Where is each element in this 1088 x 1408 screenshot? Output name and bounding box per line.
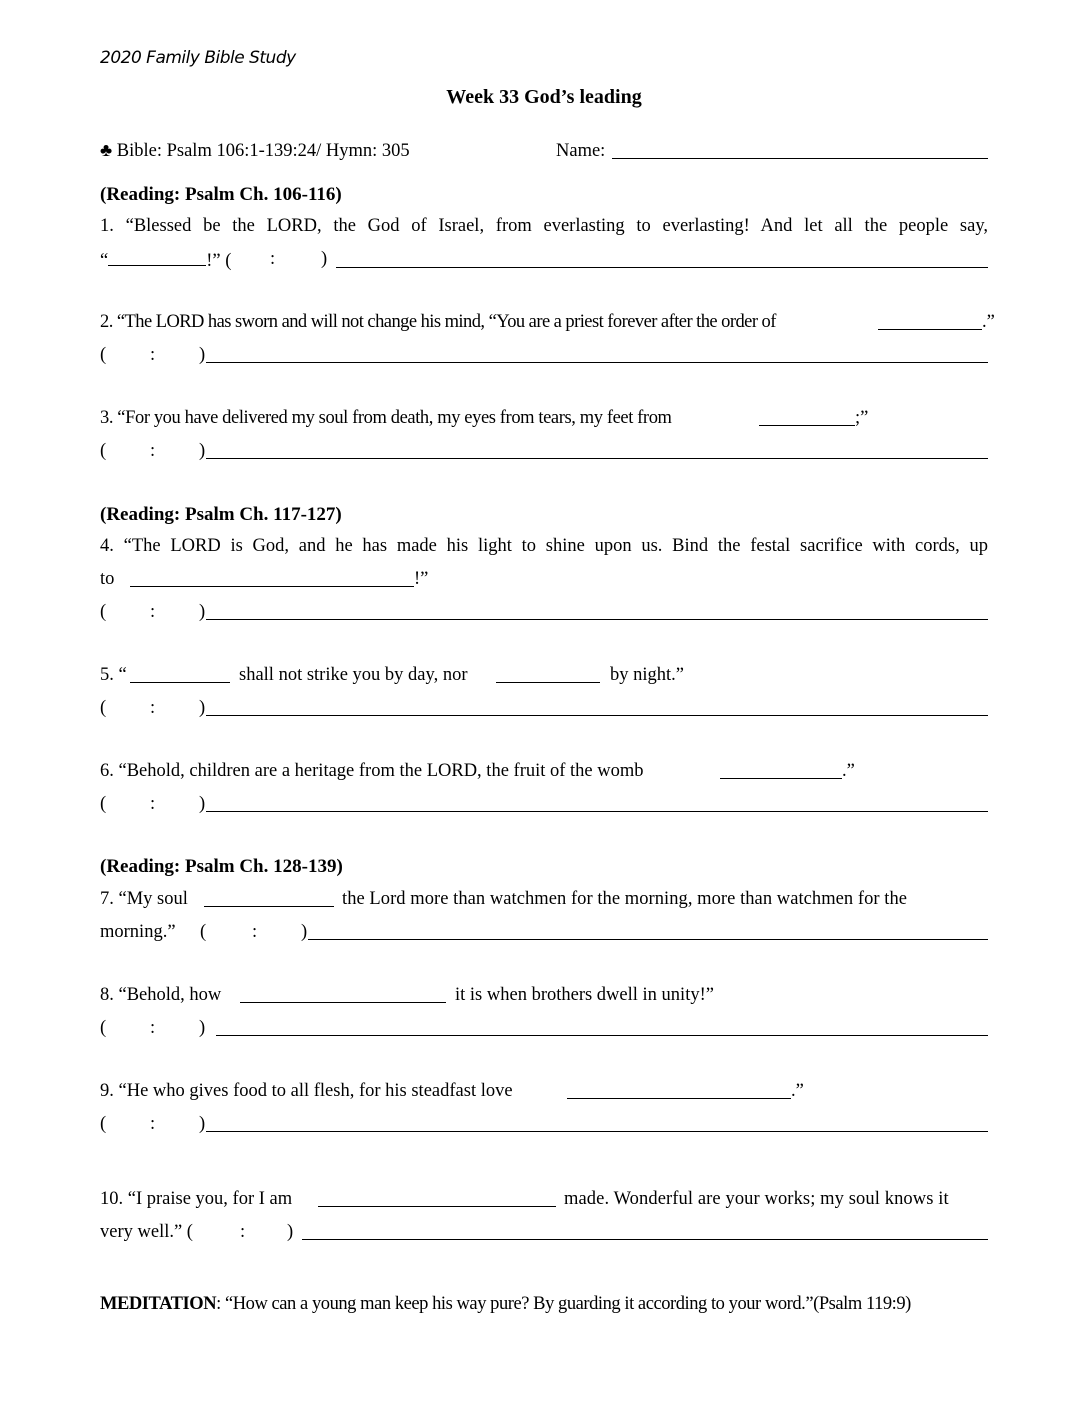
question-6-end: .” xyxy=(842,761,855,781)
verse-close: ) xyxy=(199,1018,206,1038)
section-heading: (Reading: Psalm Ch. 106-116) xyxy=(100,184,342,205)
question-5-middle: shall not strike you by day, nor xyxy=(239,665,468,685)
verse-open: ( xyxy=(100,441,107,461)
verse-colon: : xyxy=(252,922,258,942)
verse-open: ( xyxy=(100,794,107,814)
question-10-start: 10. “I praise you, for I am xyxy=(100,1189,293,1209)
name-label: Name: xyxy=(556,141,606,161)
question-10-answer-line[interactable] xyxy=(302,1239,988,1240)
question-1-answer-line[interactable] xyxy=(336,267,988,268)
verse-colon: : xyxy=(270,249,276,269)
meditation xyxy=(100,1292,911,1316)
verse-open: ( xyxy=(100,1018,107,1038)
question-2-text: 2. “The LORD has sworn and will not change his mind, “You are a priest forever after the order of xyxy=(100,312,776,332)
question-9-text: 9. “He who gives food to all flesh, for his steadfast love xyxy=(100,1081,513,1101)
question-3-answer-line[interactable] xyxy=(206,458,988,459)
question-6-answer-line[interactable] xyxy=(206,811,988,812)
question-7-line2: morning.” xyxy=(100,922,176,942)
document-header: 2020 Family Bible Study xyxy=(100,48,296,68)
quote-close: !” ( xyxy=(206,251,232,271)
question-10-blank[interactable] xyxy=(318,1206,556,1207)
name-field[interactable] xyxy=(612,158,988,159)
question-9-blank[interactable] xyxy=(567,1098,791,1099)
question-7-end: the Lord more than watchmen for the morning, more than watchmen for the xyxy=(342,889,908,909)
verse-open: ( xyxy=(100,345,107,365)
question-2-blank[interactable] xyxy=(878,329,982,330)
question-2-answer-line[interactable] xyxy=(206,362,988,363)
question-8-answer-line[interactable] xyxy=(216,1035,988,1036)
question-4-text: 4. “The LORD is God, and he has made his light to shine upon us. Bind the festal sacrifice with cords, up xyxy=(100,536,988,556)
verse-colon: : xyxy=(150,698,156,718)
question-2-end: .” xyxy=(982,312,995,332)
question-5-start: 5. “ xyxy=(100,665,127,685)
question-3-blank[interactable] xyxy=(759,425,855,426)
meditation-label: MEDITATION xyxy=(100,1294,217,1314)
verse-close: ) xyxy=(199,602,206,622)
question-1-line2 xyxy=(100,247,231,273)
bible-reference: ♣ Bible: Psalm 106:1-139:24/ Hymn: 305 xyxy=(100,141,410,161)
question-9-end: .” xyxy=(791,1081,804,1101)
verse-open: ( xyxy=(100,698,107,718)
question-8-start: 8. “Behold, how xyxy=(100,985,222,1005)
question-10-end: made. Wonderful are your works; my soul knows it xyxy=(564,1189,949,1209)
question-10-line2: very well.” ( xyxy=(100,1222,193,1242)
verse-colon: : xyxy=(150,794,156,814)
verse-close: ) xyxy=(301,922,308,942)
verse-close: ) xyxy=(199,794,206,814)
question-9-answer-line[interactable] xyxy=(206,1131,988,1132)
question-5-blank-2[interactable] xyxy=(496,682,600,683)
question-8-end: it is when brothers dwell in unity!” xyxy=(455,985,714,1005)
verse-open: ( xyxy=(100,602,107,622)
page-title: Week 33 God’s leading xyxy=(446,86,642,108)
question-4-blank[interactable] xyxy=(130,586,414,587)
verse-colon: : xyxy=(150,345,156,365)
question-8-blank[interactable] xyxy=(240,1002,446,1003)
verse-close: ) xyxy=(321,249,328,269)
verse-close: ) xyxy=(199,1114,206,1134)
verse-close: ) xyxy=(287,1222,294,1242)
question-4-to: to xyxy=(100,569,115,589)
question-3-text: 3. “For you have delivered my soul from death, my eyes from tears, my feet from xyxy=(100,408,672,428)
question-7-start: 7. “My soul xyxy=(100,889,188,909)
question-1-text: 1. “Blessed be the LORD, the God of Israel, from everlasting to everlasting! And let all the people say, xyxy=(100,216,988,236)
section-heading: (Reading: Psalm Ch. 117-127) xyxy=(100,504,342,525)
question-4-answer-line[interactable] xyxy=(206,619,988,620)
verse-close: ) xyxy=(199,698,206,718)
verse-close: ) xyxy=(199,345,206,365)
verse-colon: : xyxy=(150,1114,156,1134)
question-5-blank-1[interactable] xyxy=(130,682,230,683)
verse-colon: : xyxy=(150,602,156,622)
question-6-text: 6. “Behold, children are a heritage from the LORD, the fruit of the womb xyxy=(100,761,644,781)
verse-close: ) xyxy=(199,441,206,461)
question-4-end: !” xyxy=(414,569,429,589)
question-5-end: by night.” xyxy=(610,665,684,685)
meditation-text: : “How can a young man keep his way pure? By guarding it according to your word.”(Psalm 119:9) xyxy=(216,1294,911,1314)
verse-colon: : xyxy=(150,441,156,461)
question-3-end: ;” xyxy=(855,408,869,428)
question-7-answer-line[interactable] xyxy=(308,939,988,940)
verse-open: ( xyxy=(100,1114,107,1134)
verse-open: ( xyxy=(200,922,207,942)
question-6-blank[interactable] xyxy=(720,778,842,779)
section-heading: (Reading: Psalm Ch. 128-139) xyxy=(100,856,343,877)
question-1-blank[interactable] xyxy=(108,247,206,266)
question-5-answer-line[interactable] xyxy=(206,715,988,716)
quote-open: “ xyxy=(100,251,109,271)
verse-colon: : xyxy=(150,1018,156,1038)
question-7-blank[interactable] xyxy=(204,906,334,907)
verse-colon: : xyxy=(240,1222,246,1242)
